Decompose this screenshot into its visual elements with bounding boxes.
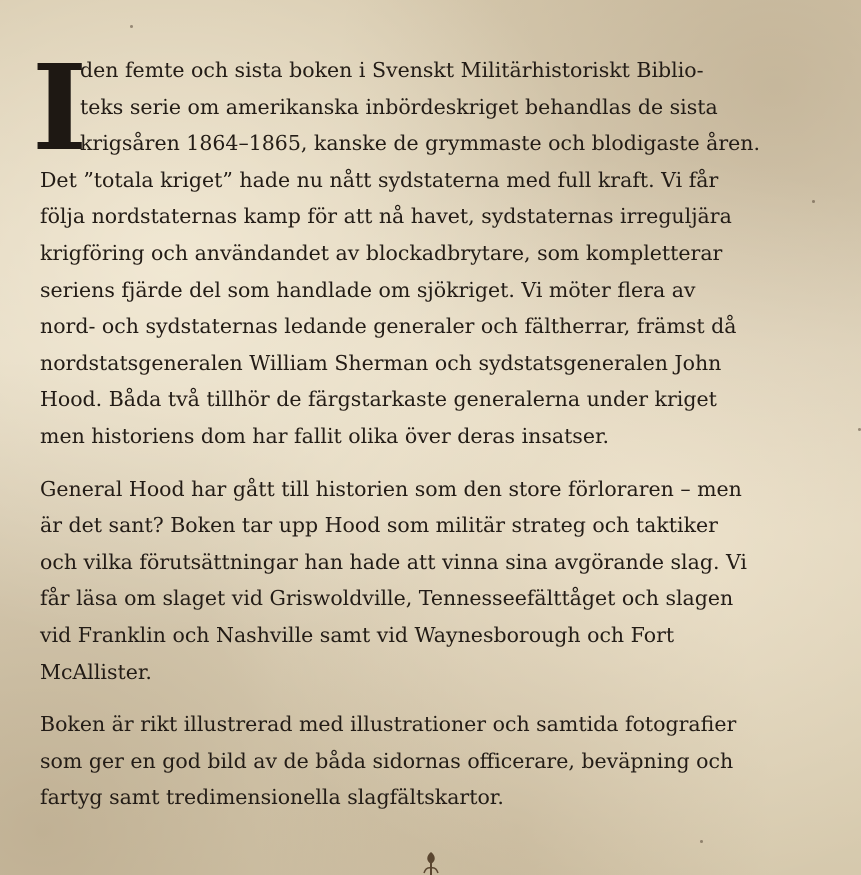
paper-speck: [130, 25, 133, 28]
text-line: är det sant? Boken tar upp Hood som militär strateg och taktiker: [40, 513, 718, 538]
text-line: General Hood har gått till historien som den store förloraren – men: [40, 476, 742, 501]
text-line: och vilka förutsättningar han hade att vinna sina avgörande slag. Vi: [40, 549, 747, 574]
text-line: Boken är rikt illustrerad med illustrationer och samtida fotografier: [40, 712, 737, 737]
text-line: nord- och sydstaternas ledande generaler och fältherrar, främst då: [40, 314, 737, 339]
book-blurb: [32, 38, 840, 816]
text-line: McAllister.: [40, 659, 152, 684]
text-line: teks serie om amerikanska inbördeskriget behandlas de sista: [80, 94, 718, 119]
text-line: fartyg samt tredimensionella slagfältskartor.: [40, 785, 504, 810]
paragraph-1: [40, 52, 840, 455]
text-line: vid Franklin och Nashville samt vid Waynesborough och Fort: [40, 622, 675, 647]
paragraph-2: [40, 471, 840, 691]
text-line: krigföring och användandet av blockadbrytare, som kompletterar: [40, 240, 723, 265]
drop-cap: I: [32, 38, 88, 177]
text-line: Det ”totala kriget” hade nu nått sydstaterna med full kraft. Vi får: [40, 167, 719, 192]
paper-speck: [700, 840, 703, 843]
text-line: den femte och sista boken i Svenskt Militärhistoriskt Biblio-: [80, 58, 704, 82]
text-line: följa nordstaternas kamp för att nå havet, sydstaternas irreguljära: [40, 204, 732, 229]
fleuron-ornament-icon: [423, 850, 439, 875]
text-line: krigsåren 1864–1865, kanske de grymmaste och blodigaste åren.: [80, 131, 761, 156]
paragraph-3: [40, 706, 840, 816]
paper-speck: [812, 200, 815, 203]
text-line: men historiens dom har fallit olika över deras insatser.: [40, 423, 610, 448]
text-line: får läsa om slaget vid Griswoldville, Tennesseefälttåget och slagen: [40, 586, 734, 611]
text-line: seriens fjärde del som handlade om sjökriget. Vi möter flera av: [40, 277, 696, 302]
text-line: som ger en god bild av de båda sidornas officerare, beväpning och: [40, 748, 734, 773]
text-line: Hood. Båda två tillhör de färgstarkaste generalerna under kriget: [40, 387, 717, 412]
text-line: nordstatsgeneralen William Sherman och sydstatsgeneralen John: [40, 350, 722, 375]
